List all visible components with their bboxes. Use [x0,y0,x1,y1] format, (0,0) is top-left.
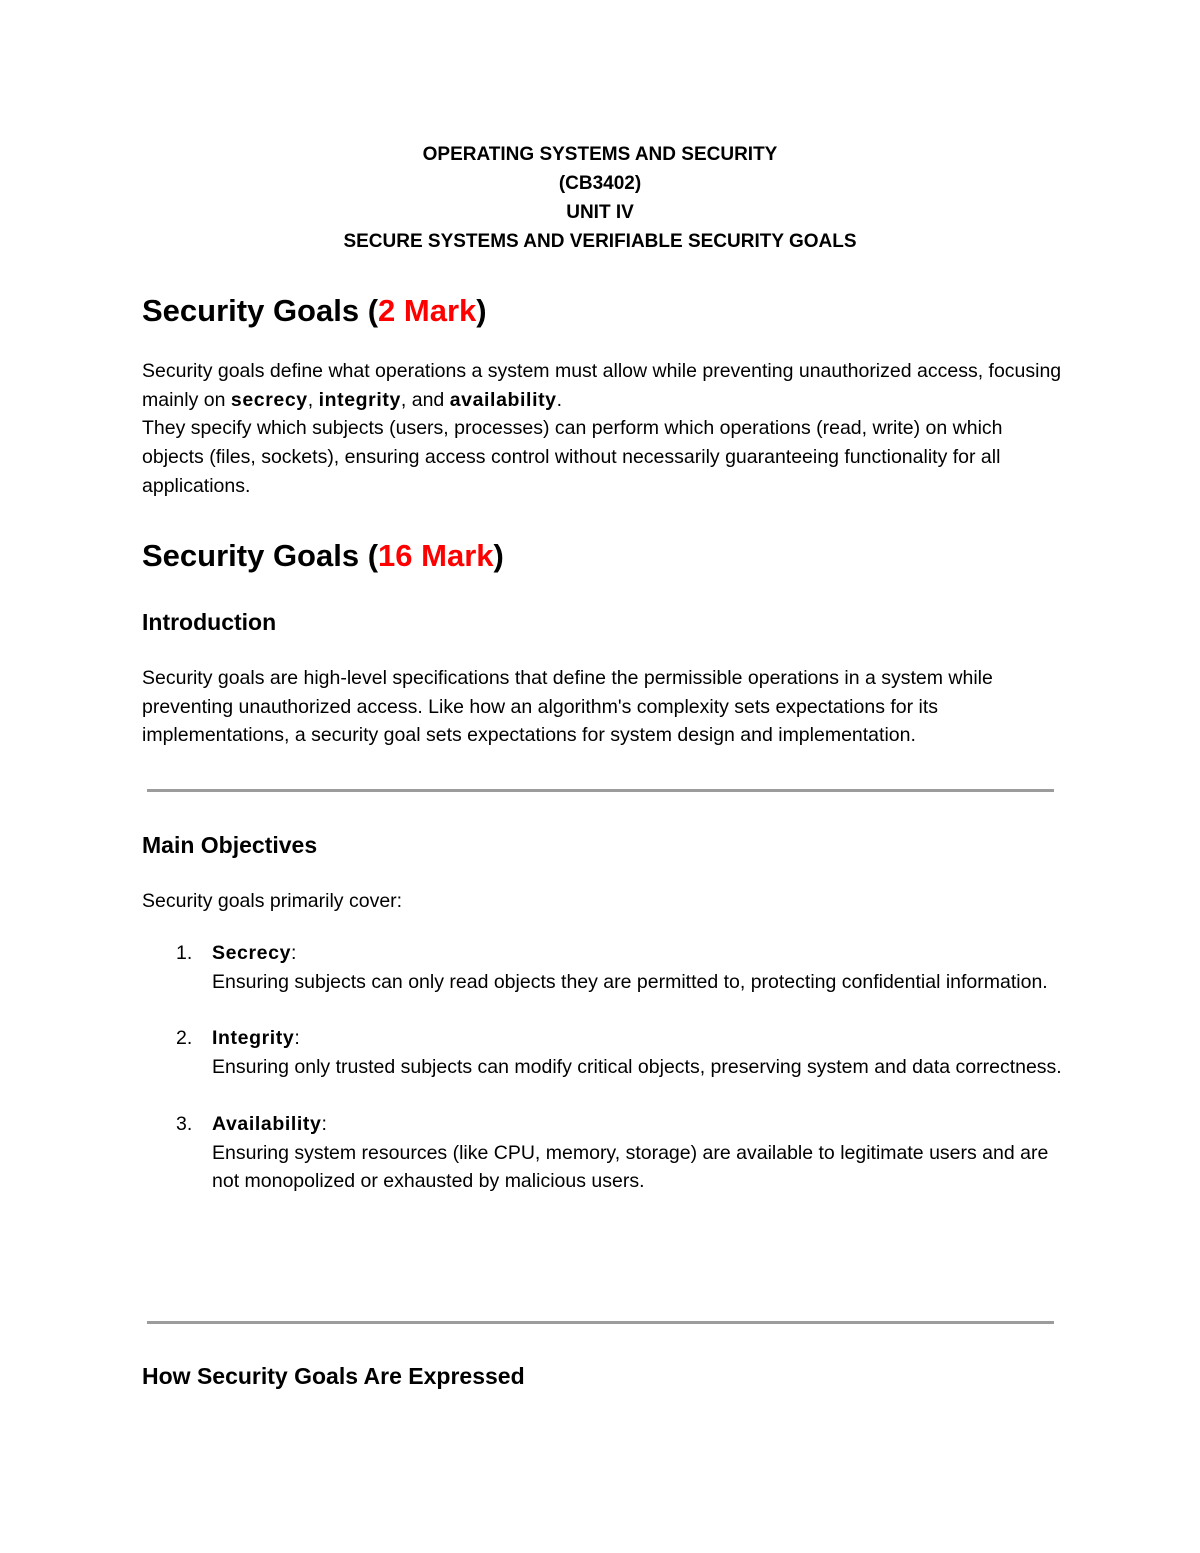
introduction-heading: Introduction [142,609,277,635]
list-number: 2. [176,1027,193,1050]
objective-description: Ensuring subjects can only read objects they are permitted to, protecting confidential information. [212,970,1048,993]
objective-colon: : [321,1112,327,1135]
section-title-prefix: Security Goals ( [142,293,379,328]
list-number: 3. [176,1112,193,1135]
list-item [142,1110,1062,1196]
objectives-list [142,939,1062,1224]
list-item [142,1024,1062,1081]
horizontal-rule [147,1321,1054,1324]
list-item [142,939,1062,996]
paragraph-text: Security goals define what operations a system must allow while preventing unauthorized access, focusing mainly on [142,360,1062,411]
paragraph-text: They specify which subjects (users, processes) can perform which operations (read, write) on which objects (files, sockets), ensuring access control without necessarily guaranteeing functionality for all applications. [142,417,1003,497]
mark-label: 16 Mark [378,538,494,573]
unit-number: UNIT IV [566,202,634,223]
section-title-2-mark [142,293,487,329]
horizontal-rule [147,789,1054,792]
term-availability: availability [449,388,557,411]
mark-label: 2 Mark [378,293,477,328]
objective-colon: : [294,1027,300,1050]
short-answer-paragraph [142,357,1062,501]
term-secrecy: secrecy [230,388,308,411]
objective-term: Secrecy [212,942,292,964]
objective-term: Integrity [212,1027,295,1050]
objectives-lead-text: Security goals primarily cover: [142,890,403,912]
list-number: 1. [176,942,193,964]
unit-title: SECURE SYSTEMS AND VERIFIABLE SECURITY GOALS [343,231,857,252]
section-title-suffix: ) [476,293,487,328]
course-title: OPERATING SYSTEMS AND SECURITY [422,144,778,165]
term-integrity: integrity [318,388,401,411]
objective-description: Ensuring only trusted subjects can modify critical objects, preserving system and data correctness. [212,1056,1062,1079]
document-header [0,140,1200,256]
section-title-prefix: Security Goals ( [142,538,379,573]
introduction-paragraph: Security goals are high-level specifications that define the permissible operations in a system while preventing unauthorized access. Like how an algorithm's complexity sets expectations for its implementations, a security goal sets expectations for system design and implementation. [142,667,993,747]
section-title-16-mark [142,538,504,574]
section-title-suffix: ) [493,538,504,573]
objective-term: Availability [212,1112,322,1135]
objective-colon: : [291,942,297,964]
paragraph-text: , [307,388,319,411]
paragraph-text: , and [400,388,450,411]
course-code: (CB3402) [558,173,642,194]
paragraph-text: . [556,388,563,411]
main-objectives-heading: Main Objectives [142,832,318,858]
expressed-heading: How Security Goals Are Expressed [142,1363,525,1389]
objective-description: Ensuring system resources (like CPU, memory, storage) are available to legitimate users and are not monopolized or exhausted by malicious users. [212,1141,1049,1193]
